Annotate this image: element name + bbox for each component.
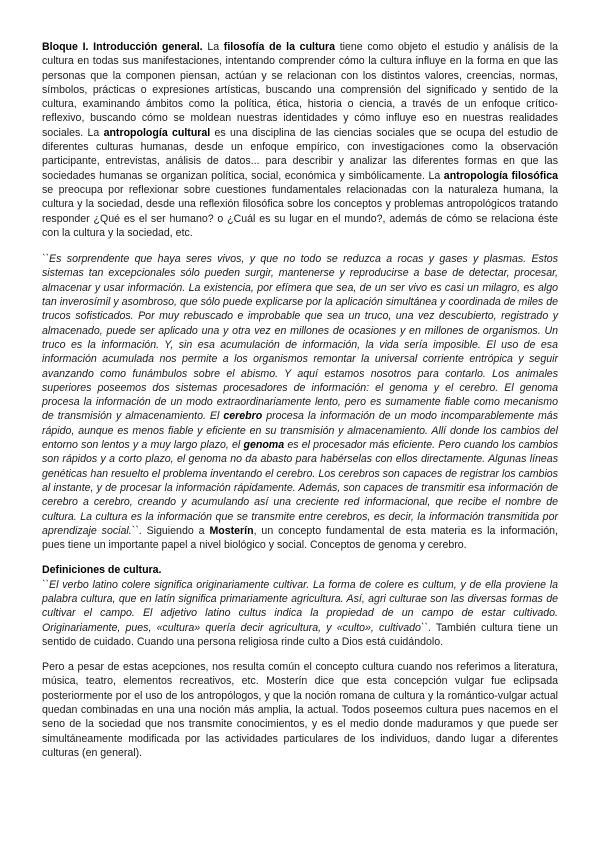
term-antropologia-filosofica: antropología filosófica — [443, 169, 558, 182]
text-run: tiene como objeto el estudio y análisis de la cultura en todas sus manifestaciones, intentando comprender cómo la cultura influye en la forma en que las personas que la componen piensan, actúan y se relacionan con los distintos valores, creencias, normas, símbolos, prácticas o expresiones artísticas, buscando una comprensión del significado y sentido de la cultura, examinando ámbitos como la política, ética, historia o ciencia, a través de un enfoque crítico-reflexivo, buscando cómo se moldean nuestras identidades y cómo influye eso en nuestras realidades sociales. La — [42, 41, 559, 139]
quote-text: es el procesador más eficiente. Pero cuando los cambios son rápidos y a corto plazo, el genoma no da abasto para habérselas con ellos directamente. Algunas líneas genéticas han resuelto el problema inventando el cerebro. Los cerebros son capaces de registrar los cambios al instante, y de procesar la información rápidamente. Además, son capaces de transmitir esa información de cerebro a cerebro, creando y acumulando así una creciente red informacional, que recibe el nombre de cultura. La cultura es la información que se transmite entre cerebros, es decir, la información transmitida por aprendizaje social.`` — [42, 439, 558, 537]
definitions-paragraph — [42, 578, 558, 649]
quote-text: procesa la información de un modo incomparablemente más rápido, aunque es menos fiable y eficiente en su transmisión y almacenamiento. Allí donde los cambios del entorno son lentos y a muy largo plazo, el — [42, 410, 558, 452]
term-antropologia-cultural: antropología cultural — [103, 126, 211, 139]
quote-text: ``Es sorprendente que haya seres vivos, y que no todo se reduzca a rocas y gases y plasmas. Estos sistemas tan excepcionales sólo pueden surgir, mantenerse y reproducirse a base de detectar, procesar, almacenar y usar información. La existencia, por efímera que sea, de un ser vivo es casi un milagro, es algo tan inverosímil y asombroso, que sólo puede explicarse por la aplicación simultánea y coordinada de miles de trucos sofisticados. Por muy rebuscado e improbable que sea un truco, una vez descubierto, registrado y almacenado, puede ser aplicado una y otra vez en millones de ocasiones y en millones de organismos. Un truco es la información. Y, sin esa acumulación de información, la vida sería imposible. El uso de esa información acumulada nos permite a los organismos remontar la universal corriente entrópica y seguir avanzando como funámbulos sobre el abismo. Y aquí estamos nosotros para contarlo. Los animales superiores poseemos dos sistemas procesadores de información: el genoma y el cerebro. El genoma procesa la información de un modo extraordinariamente lento, pero es sumamente fiable como mecanismo de transmisión y almacenamiento. El — [42, 253, 558, 423]
intro-paragraph — [42, 40, 558, 240]
author-mosterin: Mosterín — [209, 524, 254, 537]
definitions-heading: Definiciones de cultura. — [42, 564, 162, 577]
term-genoma: genoma — [243, 439, 285, 452]
document-page — [42, 40, 558, 760]
text-run: es una disciplina de las ciencias sociales que se ocupa del estudio de diferentes culturas humanas, desde un enfoque empírico, con investigaciones como la observación participante, entrevistas, análisis de datos... para describir y analizar las diferentes formas en que las sociedades humanas se organizan política, social, económica y simbólicamente. La — [42, 126, 559, 182]
text-run: . Siguiendo a — [138, 524, 210, 537]
term-cerebro: cerebro — [223, 410, 263, 423]
term-filosofia-cultura: filosofía de la cultura — [223, 41, 335, 53]
closing-paragraph: Pero a pesar de estas acepciones, nos resulta común el concepto cultura cuando nos referimos a literatura, música, teatro, elementos recreativos, etc. Mosterín dice que esta concepción vulgar fue eclipsada posteriormente por el uso de los antropólogos, y que la noción romana de cultura y la romántico-vulgar actual quedan combinadas en una una noción más amplia, la actual. Todos poseemos cultura pues nacemos en el seno de la sociedad que nos transmite conocimientos, y es el medio donde maduramos y que puede ser simultáneamente modificada por las actividades particulares de los individuos, dando lugar a diferentes culturas (en general). — [42, 661, 558, 759]
text-run: , un concepto fundamental de esta materia es la información, pues tiene un importante papel a nivel biológico y social. Conceptos de genoma y cerebro. — [42, 524, 558, 552]
section-title: Bloque I. Introducción general. — [42, 41, 203, 53]
mosterin-quote-paragraph — [42, 252, 558, 552]
text-run: . También cultura tiene un sentido de cuidado. Cuando una persona religiosa rinde culto a Dios está cuidándolo. — [42, 621, 558, 648]
text-run: se preocupa por reflexionar sobre cuestiones fundamentales relacionadas con la naturaleza humana, la cultura y la sociedad, desde una reflexión filosófica sobre los conceptos y problemas antropológicos tratando responder ¿Qué es el ser humano? o ¿Cuál es su lugar en el mundo?, además de cómo se relaciona éste con la cultura y la sociedad, etc. — [42, 183, 558, 239]
text-run: La — [202, 41, 224, 53]
quote-text: ``El verbo latino colere significa originariamente cultivar. La forma de colere es cultum, y de ella proviene la palabra cultura, que en latín significa primariamente agricultura. Así, agri culturae son las diversas formas de cultivar el campo. El adjetivo latino cultus indica la propiedad de un campo de estar cultivado. Originariamente, pues, «cultura» quería decir agricultura, y «culto», cultivado`` — [42, 578, 558, 634]
